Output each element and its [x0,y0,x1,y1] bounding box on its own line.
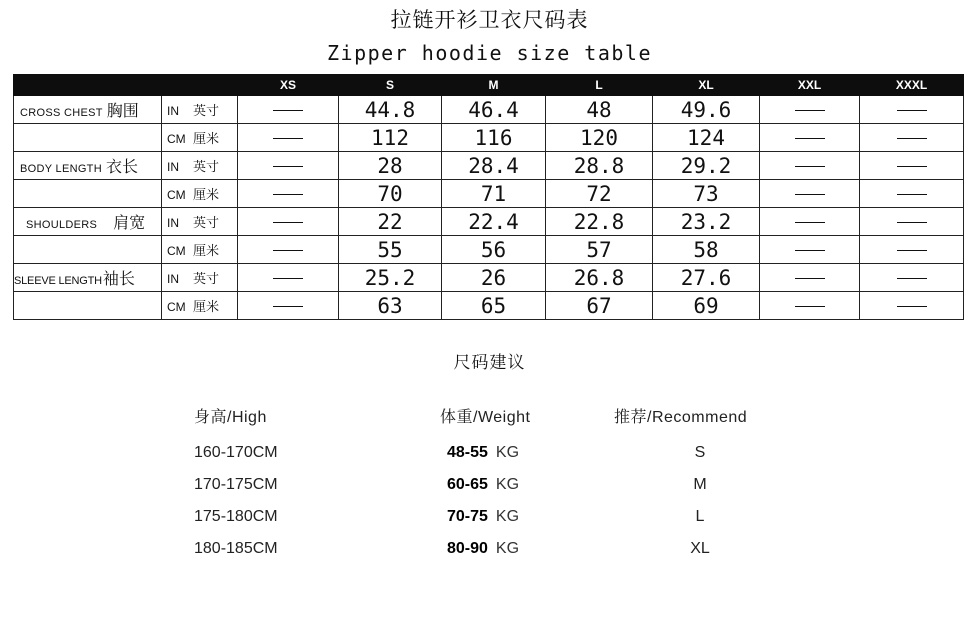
size-value-cell [238,264,339,292]
size-header-m: M [442,75,546,96]
empty-dash [273,222,303,223]
measurement-label-cn: 袖长 [102,268,135,288]
recommend-weight-value: 70-75 [447,508,488,525]
size-header-xs: XS [238,75,339,96]
size-value-cell: 29.2 [653,152,760,180]
table-row [14,292,964,320]
empty-dash [795,278,825,279]
size-value-cell [860,152,964,180]
empty-dash [273,194,303,195]
empty-dash [897,250,927,251]
size-recommendation-title: 尺码建议 [453,353,526,373]
size-value-cell: 22.8 [546,208,653,236]
size-value-cell [760,236,860,264]
table-row [14,124,964,152]
size-header-s: S [339,75,442,96]
size-value-cell [760,264,860,292]
empty-dash [897,278,927,279]
empty-dash [897,110,927,111]
unit-cell [162,208,238,236]
size-value-cell: 67 [546,292,653,320]
measurement-label [14,264,162,292]
size-value-cell: 23.2 [653,208,760,236]
size-header-xxl: XXL [760,75,860,96]
measurement-label [14,180,162,208]
unit-cn: 英寸 [193,216,220,231]
empty-dash [897,194,927,195]
empty-dash [273,110,303,111]
recommend-weight [447,444,567,462]
empty-dash [273,278,303,279]
empty-dash [795,166,825,167]
size-value-cell: 112 [339,124,442,152]
size-value-cell: 124 [653,124,760,152]
recommend-weight-value: 80-90 [447,540,488,557]
size-value-cell: 57 [546,236,653,264]
size-value-cell [860,208,964,236]
size-value-cell: 55 [339,236,442,264]
empty-dash [897,306,927,307]
unit-en: CM [167,132,186,146]
empty-dash [897,222,927,223]
unit-cn: 英寸 [193,160,220,175]
table-row [14,236,964,264]
measurement-label [14,152,162,180]
empty-dash [795,306,825,307]
size-header-l: L [546,75,653,96]
size-value-cell [238,152,339,180]
measurement-label-en: BODY LENGTH [20,162,102,175]
size-value-cell [860,236,964,264]
unit-en: IN [167,160,179,174]
empty-dash [273,306,303,307]
size-value-cell [760,96,860,124]
unit-en: CM [167,244,186,258]
size-value-cell [860,124,964,152]
unit-en: CM [167,188,186,202]
size-value-cell: 49.6 [653,96,760,124]
page-title-chinese: 拉链开衫卫衣尺码表 [390,8,589,32]
size-value-cell [760,180,860,208]
unit-cell [162,236,238,264]
size-value-cell: 25.2 [339,264,442,292]
size-value-cell: 44.8 [339,96,442,124]
empty-dash [273,250,303,251]
measurement-label [14,208,162,236]
unit-cn: 厘米 [193,132,220,147]
size-value-cell: 28 [339,152,442,180]
height-column-header: 身高/High [194,409,267,426]
empty-dash [273,138,303,139]
unit-cn: 英寸 [193,104,220,119]
recommend-weight [447,540,567,558]
table-row [14,152,964,180]
measurement-label-cn: 衣长 [105,156,138,176]
size-value-cell: 28.4 [442,152,546,180]
recommend-size: S [694,444,706,461]
size-value-cell: 22.4 [442,208,546,236]
size-value-cell [860,292,964,320]
page-title-english: Zipper hoodie size table [327,41,652,65]
header-unit-cell [162,75,238,96]
measurement-label [14,236,162,264]
table-row [14,264,964,292]
table-row [14,96,964,124]
recommend-weight [447,508,567,526]
recommend-weight-unit: KG [495,508,520,525]
size-value-cell: 56 [442,236,546,264]
unit-en: IN [167,216,179,230]
table-row [14,208,964,236]
unit-cn: 英寸 [193,272,220,287]
size-table-header-row [14,75,964,96]
recommend-size: M [693,476,707,493]
table-row [14,180,964,208]
empty-dash [897,166,927,167]
size-value-cell: 65 [442,292,546,320]
size-header-xxxl: XXXL [860,75,964,96]
unit-cell [162,292,238,320]
size-value-cell [238,292,339,320]
unit-cell [162,264,238,292]
unit-cell [162,124,238,152]
size-value-cell [860,96,964,124]
recommend-size: L [695,508,705,525]
empty-dash [273,166,303,167]
size-table [13,74,964,320]
size-value-cell: 69 [653,292,760,320]
unit-cn: 厘米 [193,244,220,259]
measurement-label [14,124,162,152]
empty-dash [795,250,825,251]
size-value-cell: 116 [442,124,546,152]
size-value-cell: 72 [546,180,653,208]
recommend-weight-value: 60-65 [447,476,488,493]
recommend-weight-unit: KG [495,476,520,493]
size-value-cell [238,236,339,264]
size-value-cell: 63 [339,292,442,320]
size-value-cell: 48 [546,96,653,124]
measurement-label-cn: 肩宽 [113,212,146,232]
measurement-label-en: SHOULDERS [26,218,98,231]
size-value-cell [860,180,964,208]
size-value-cell: 22 [339,208,442,236]
recommend-height: 170-175CM [194,476,278,493]
measurement-label-en: CROSS CHEST [20,106,103,119]
recommend-column-header: 推荐/Recommend [614,409,748,426]
size-header-xl: XL [653,75,760,96]
unit-en: IN [167,272,179,286]
size-value-cell: 58 [653,236,760,264]
recommend-size: XL [690,540,710,557]
size-value-cell [238,208,339,236]
measurement-label [14,292,162,320]
recommend-weight-unit: KG [495,540,520,557]
size-value-cell [760,208,860,236]
recommend-height: 175-180CM [194,508,278,525]
unit-en: CM [167,300,186,314]
unit-cn: 厘米 [193,300,220,315]
size-value-cell [238,96,339,124]
recommend-weight [447,476,567,494]
size-value-cell [860,264,964,292]
size-value-cell [238,180,339,208]
recommend-height: 160-170CM [194,444,278,461]
empty-dash [795,138,825,139]
empty-dash [897,138,927,139]
unit-cell [162,180,238,208]
measurement-label-en: SLEEVE LENGTH [14,274,102,287]
size-value-cell: 73 [653,180,760,208]
size-value-cell: 28.8 [546,152,653,180]
recommend-weight-unit: KG [495,444,520,461]
measurement-label [14,96,162,124]
header-blank-cell [14,75,162,96]
size-value-cell: 46.4 [442,96,546,124]
empty-dash [795,194,825,195]
unit-cell [162,96,238,124]
unit-cn: 厘米 [193,188,220,203]
size-value-cell [760,152,860,180]
empty-dash [795,110,825,111]
size-value-cell: 26 [442,264,546,292]
size-value-cell: 120 [546,124,653,152]
size-value-cell: 26.8 [546,264,653,292]
size-value-cell: 71 [442,180,546,208]
size-value-cell [238,124,339,152]
size-value-cell: 70 [339,180,442,208]
empty-dash [795,222,825,223]
unit-cell [162,152,238,180]
size-value-cell [760,292,860,320]
recommend-weight-value: 48-55 [447,444,488,461]
measurement-label-cn: 胸围 [106,100,139,120]
unit-en: IN [167,104,179,118]
size-value-cell: 27.6 [653,264,760,292]
weight-column-header: 体重/Weight [440,409,531,426]
recommend-height: 180-185CM [194,540,278,557]
size-value-cell [760,124,860,152]
